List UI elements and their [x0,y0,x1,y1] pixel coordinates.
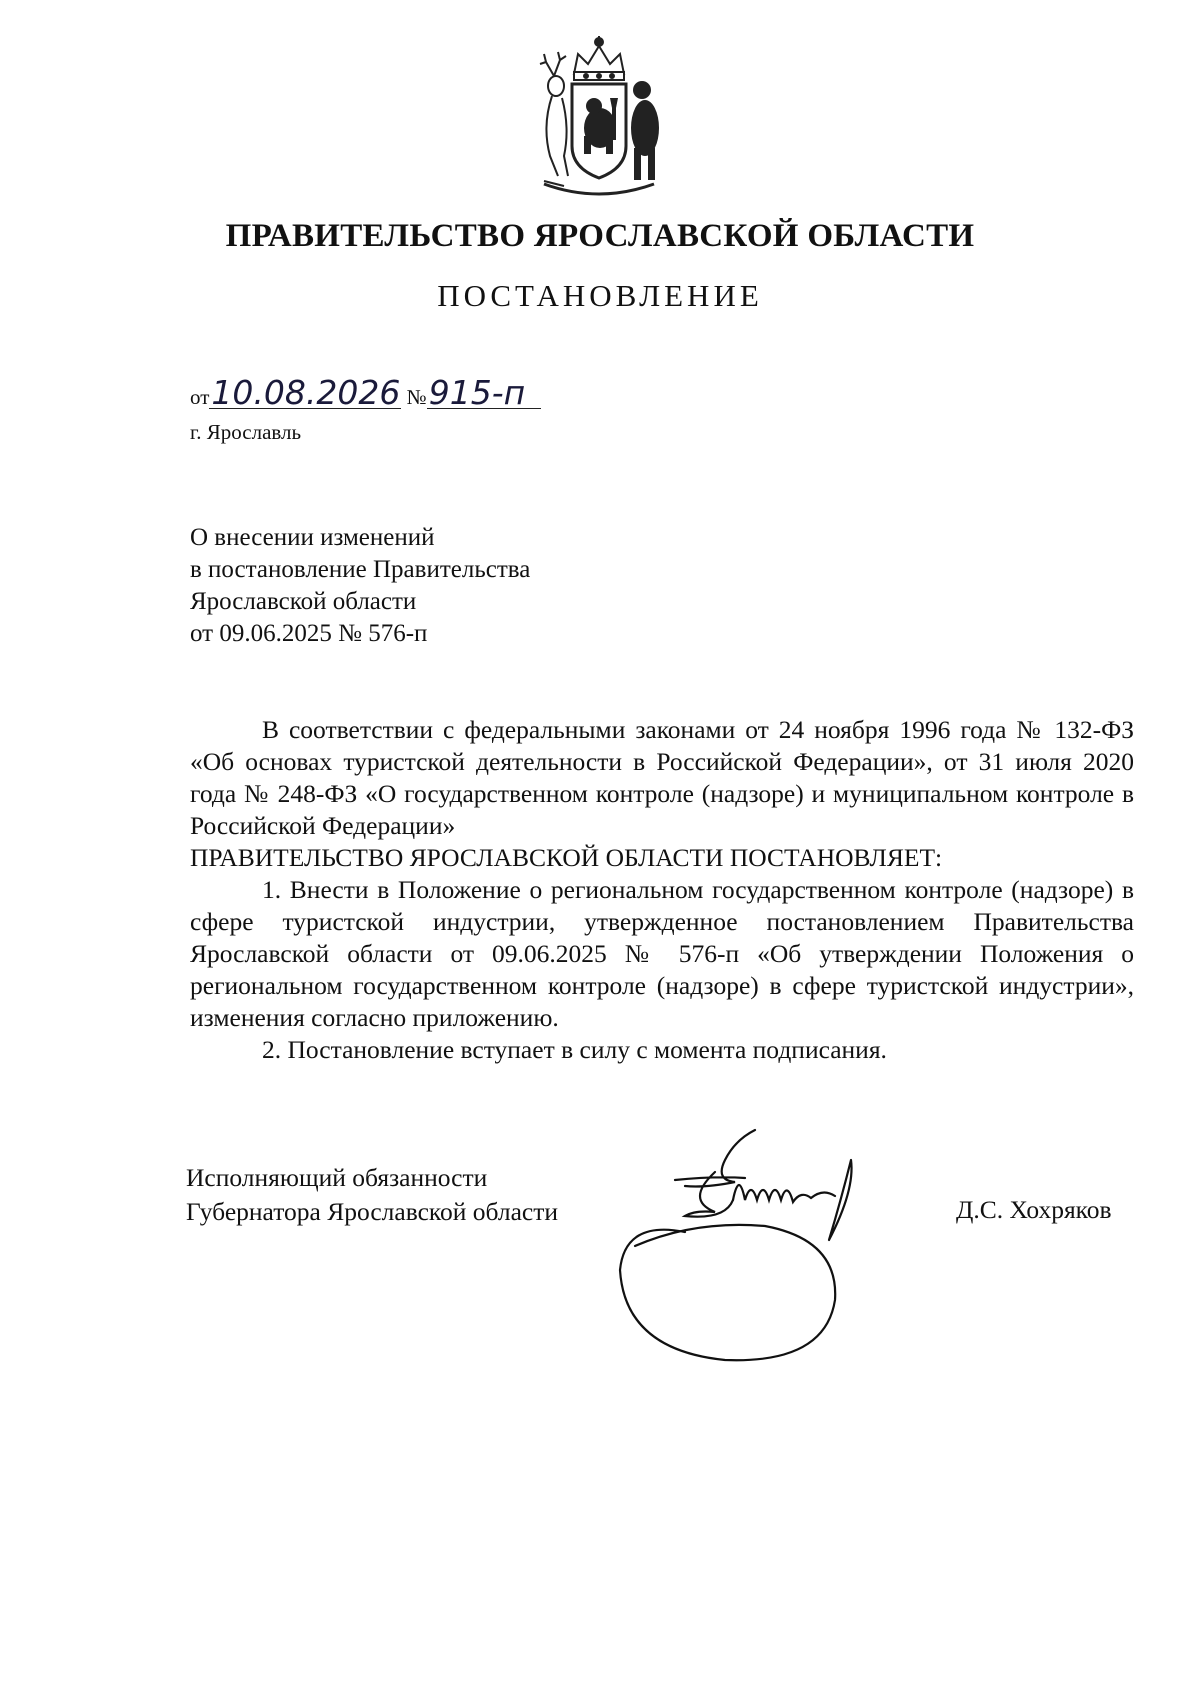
item-paragraph: 1. Внести в Положение о региональном государственном контроле (надзоре) в сфере туристской индустрии, утвержденное постановлением Правительства Ярославской области от 09.06.2025 № 576-п «Об утверждении Положения о региональном государственном контроле (надзоре) в сфере туристской индустрии», изменения согласно приложению. [190,875,1134,1032]
number-prefix: № [406,385,427,409]
subject-line: от 09.06.2025 № 576-п [190,620,428,647]
handwritten-signature-icon [615,1120,935,1380]
registration-line [190,373,541,412]
subject-line: О внесении изменений [190,524,435,551]
position-line: Исполняющий обязанности [186,1163,488,1192]
date-prefix: от [190,385,210,409]
signer-name: Д.С. Хохряков [956,1195,1112,1224]
document-subject [190,522,530,650]
organization-title: ПРАВИТЕЛЬСТВО ЯРОСЛАВСКОЙ ОБЛАСТИ [225,218,975,254]
handwritten-number: 915-п [427,378,541,409]
coat-of-arms-icon [524,36,674,198]
subject-line: Ярославской области [190,588,417,615]
signer-position [186,1161,558,1229]
preamble-paragraph: В соответствии с федеральными законами от 24 ноября 1996 года № 132-ФЗ «Об основах туристской деятельности в Российской Федерации», от 31 июля 2020 года № 248-ФЗ «О государственном контроле (надзоре) и муниципальном контроле в Российской Федерации» [190,715,1134,840]
position-line: Губернатора Ярославской области [186,1197,559,1226]
handwritten-date: 10.08.2026 [211,373,401,412]
subject-line: в постановление Правительства [190,556,531,583]
city-label: г. Ярославль [190,420,302,444]
document-body [190,714,1134,1066]
item-paragraph: 2. Постановление вступает в силу с момента подписания. [262,1035,887,1064]
decree-line: ПРАВИТЕЛЬСТВО ЯРОСЛАВСКОЙ ОБЛАСТИ ПОСТАНОВЛЯЕТ: [190,843,943,872]
document-type-title: ПОСТАНОВЛЕНИЕ [437,278,763,313]
